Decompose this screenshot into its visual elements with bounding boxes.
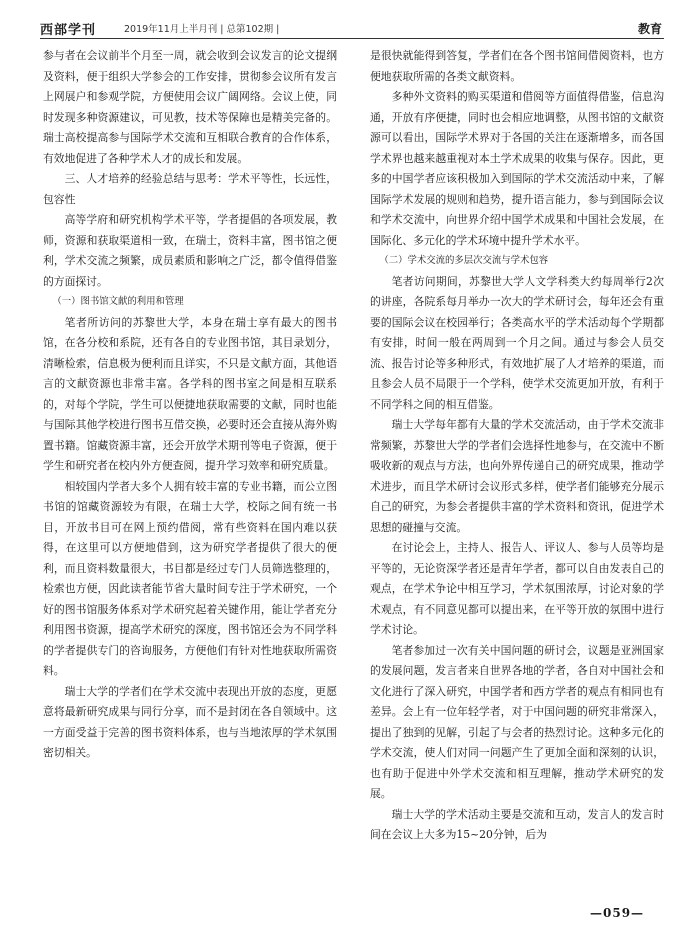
paragraph: 多种外文资料的购买渠道和借阅等方面值得借鉴，信息沟通，开放有序便捷，同时也会相应地调整，从图书馆的文献资源可以看出，国际学术界对于各国的关注在逐渐增多，而各国学术界也越来越重视对本土学术成果的收集与保存。因此，更多的中国学者应该积极加入到国际的学术交流活动中来，了解国际学术发展的规则和趋势，提升语言能力，参与到国际会议和学术交流中，向世界介绍中国学术成果和中国社会发展，在国际化、多元化的学术环境中提升学术水平。 <box>370 90 664 247</box>
paragraph: 在讨论会上，主持人、报告人、评议人、参与人员等均是平等的，无论资深学者还是青年学者，都可以自由发表自己的观点，在学术争论中相互学习，学术氛围浓厚，讨论对象的学术观点，有不同意见都可以提出来，在平等开放的氛围中进行学术讨论。 <box>370 541 664 636</box>
section-heading: 三、人才培养的经验总结与思考：学术平等性，长远性，包容性 <box>43 172 337 206</box>
right-column <box>370 46 664 906</box>
paragraph: 相较国内学者大多个人拥有较丰富的专业书籍，而公立图书馆的馆藏资源较为有限，在瑞士大学，校际之间有统一书目，开放书目可在网上预约借阅，常有些资料在国内难以获得，在这里可以方便地借到，这为研究学者提供了很大的便利，而且资料数量很大，书目都是经过专门人员筛选整理的，检索也方便，因此读者能节省大量时间专注于学术研究，一个好的图书馆服务体系对学术研究起着关键作用，能让学者充分利用图书资源，提高学术研究的深度，图书馆还会为不同学科的学者提供专门的咨询服务，方便他们有针对性地获取所需资料。 <box>43 479 337 677</box>
paragraph: 高等学府和研究机构学术平等，学者提倡的各项发展，教师，资源和获取渠道相一致，在瑞士，资料丰富，图书馆之便利，学术交流之频繁，成员素质和影响之广泛，都令值得借鉴的方面探讨。 <box>43 213 337 288</box>
paragraph: 是很快就能得到答复，学者们在各个图书馆间借阅资料，也方便地获取所需的各类文献资料。 <box>370 49 664 83</box>
journal-title: 西部学刊 <box>40 23 97 38</box>
paragraph: 瑞士大学的学者们在学术交流中表现出开放的态度，更愿意将最新研究成果与同行分享，而不是封闭在各自领域中。这一方面受益于完善的图书资料体系，也与当地浓厚的学术氛围密切相关。 <box>43 684 337 759</box>
subsection-heading: （一）图书馆文献的利用和管理 <box>52 296 184 307</box>
page-number: —059— <box>590 906 645 920</box>
page-header <box>40 12 664 39</box>
issue-info: 2019年11月上半月刊 | 总第102期 | <box>124 24 280 35</box>
subsection-heading: （二）学术交流的多层次交流与学术包容 <box>379 255 549 266</box>
paragraph: 瑞士大学的学术活动主要是交流和互动，发言人的发言时间在会议上大多为15~20分钟，后为 <box>370 807 664 841</box>
paragraph: 笔者所访问的苏黎世大学，本身在瑞士享有最大的图书馆，在各分校和系院，还有各自的专业图书馆，其目录划分，清晰检索，信息极为便利而且详实，不只是文献方面，其他语言的文献资源也非常丰富。各学科的图书室之间是相互联系的，对每个学院，学生可以便捷地获取需要的文献，同时也能与国际其他学校进行图书互借交换，必要时还会直接从海外购置书籍。馆藏资源丰富，还会开放学术期刊等电子资源，便于学生和研究者在校内外方便查阅，提升学习效率和研究质量。 <box>43 315 337 472</box>
paragraph: 瑞士大学每年都有大量的学术交流活动，由于学术交流非常频繁，苏黎世大学的学者们会选择性地参与，在交流中不断吸收新的观点与方法，也向外界传递自己的研究成果，推动学术进步，而且学术研讨会议形式多样，使学者们能够充分展示自己的研究，为参会者提供丰富的学术资料和资讯，促进学术思想的碰撞与交流。 <box>370 418 664 534</box>
paragraph: 笔者参加过一次有关中国问题的研讨会，议题是亚洲国家的发展问题，发言者来自世界各地的学者，各自对中国社会和文化进行了深入研究，中国学者和西方学者的观点有相同也有差异。会上有一位年轻学者，对于中国问题的研究非常深入，提出了独到的见解，引起了与会者的热烈讨论。这种多元化的学术交流，使人们对同一问题产生了更加全面和深刻的认识，也有助于促进中外学术交流和相互理解，推动学术研究的发展。 <box>370 643 664 800</box>
left-column <box>43 46 337 906</box>
paragraph: 笔者访问期间，苏黎世大学人文学科类大约每周举行2次的讲座，各院系每月举办一次大的学术研讨会，每年还会有重要的国际会议在校园举行；各类高水平的学术活动每个学期都有安排，时间一般在两周到一个月之间。通过与参会人员交流、报告讨论等多种形式，有效地扩展了人才培养的渠道，而且参会人员不局限于一个学科，使学术交流更加开放，有利于不同学科之间的相互借鉴。 <box>370 274 664 411</box>
section-label: 教育 <box>637 22 662 36</box>
paragraph: 参与者在会议前半个月至一周，就会收到会议发言的论文提纲及资料，便于组织大学参会的工作安排，贯彻参会议所有发言上网展户和参观学院，方便使用会议广阔网络。会议上使，同时发现多种资源建议，可见教，技术等保障也是精美完备的。瑞士高校提高参与国际学术交流和互相联合教育的合作体系，有效地促进了各种学术人才的成长和发展。 <box>43 49 337 165</box>
